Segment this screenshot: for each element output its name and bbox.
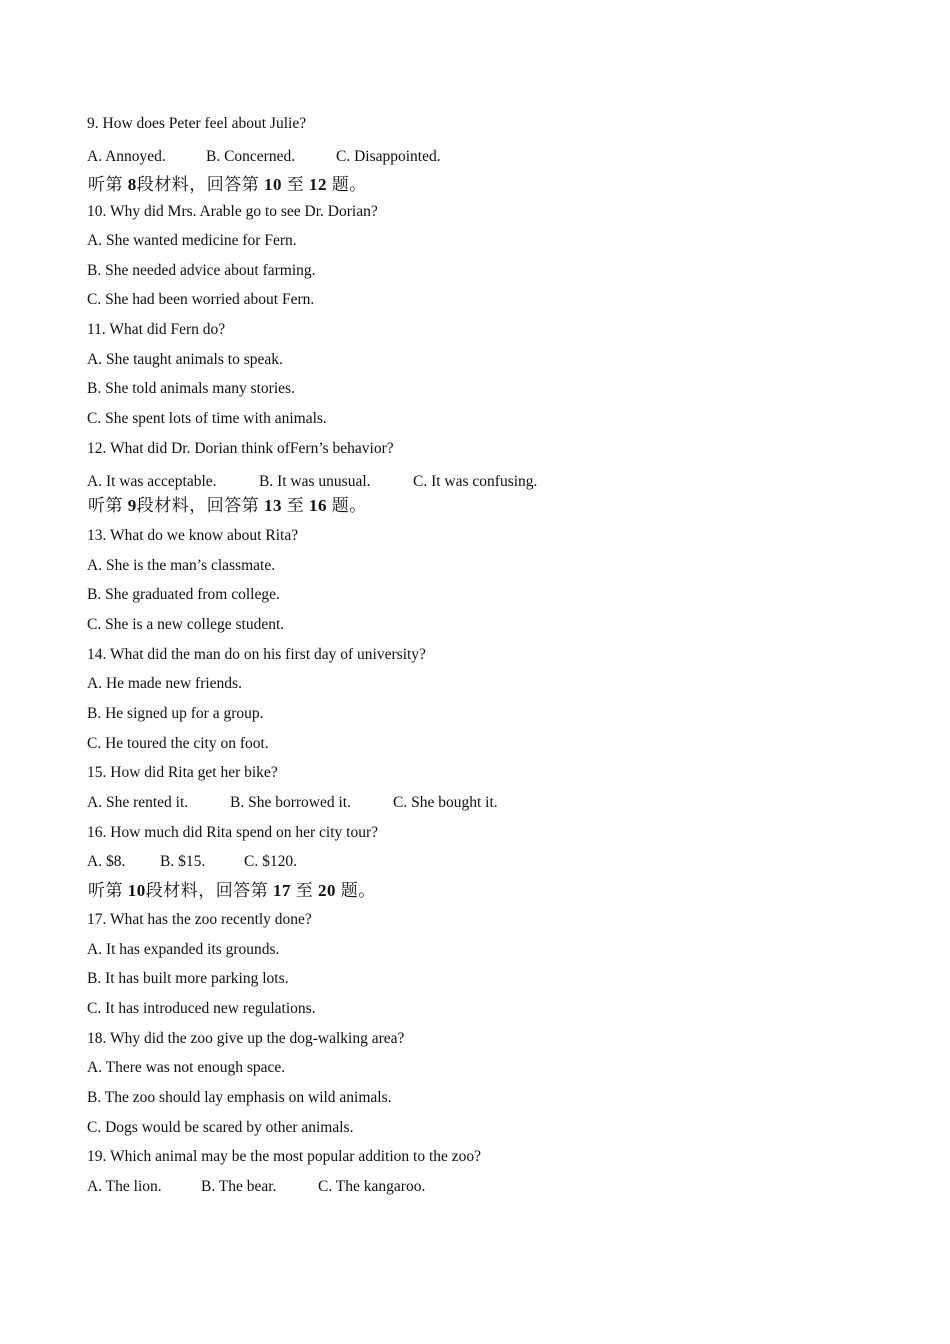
question-12: 12. What did Dr. Dorian think ofFern’s behavior? [87, 440, 394, 457]
heading-text: 段材料，回答第 [136, 175, 260, 194]
question-15: 15. How did Rita get her bike? [87, 764, 278, 781]
option-b: B. It was unusual. [259, 473, 371, 490]
option-b: B. The zoo should lay emphasis on wild animals. [87, 1089, 392, 1106]
heading-text: 题。 [331, 496, 367, 515]
option-a: A. It has expanded its grounds. [87, 941, 280, 958]
question-12-options [87, 472, 537, 492]
question-14: 14. What did the man do on his first day of university? [87, 646, 426, 663]
heading-text: 至 [295, 881, 314, 900]
option-b: B. Concerned. [206, 148, 296, 165]
question-10: 10. Why did Mrs. Arable go to see Dr. Dorian? [87, 203, 378, 220]
option-a: A. The lion. [87, 1178, 162, 1195]
option-a: A. $8. [87, 853, 126, 870]
heading-number: 12 [309, 175, 327, 194]
heading-number: 9 [127, 496, 137, 515]
question-16: 16. How much did Rita spend on her city tour? [87, 824, 379, 841]
option-b: B. She needed advice about farming. [87, 262, 316, 279]
option-a: A. She wanted medicine for Fern. [87, 232, 297, 249]
question-16-options [87, 852, 297, 872]
option-c: C. Dogs would be scared by other animals. [87, 1119, 354, 1136]
question-9-options [87, 147, 441, 167]
question-19: 19. Which animal may be the most popular addition to the zoo? [87, 1148, 482, 1165]
heading-number: 10 [127, 881, 146, 900]
section-heading-8 [88, 174, 367, 196]
option-c: C. It was confusing. [413, 473, 538, 490]
heading-text: 段材料，回答第 [136, 496, 260, 515]
question-17: 17. What has the zoo recently done? [87, 911, 312, 928]
option-a: A. She taught animals to speak. [87, 351, 283, 368]
option-c: C. She had been worried about Fern. [87, 291, 315, 308]
question-19-options [87, 1177, 425, 1197]
heading-number: 20 [318, 881, 336, 900]
section-heading-10 [88, 880, 376, 902]
heading-text: 听第 [88, 175, 123, 194]
question-11: 11. What did Fern do? [87, 321, 226, 338]
option-b: B. It has built more parking lots. [87, 970, 289, 987]
option-a: A. There was not enough space. [87, 1059, 286, 1076]
heading-text: 听第 [88, 881, 123, 900]
question-13: 13. What do we know about Rita? [87, 527, 299, 544]
heading-number: 17 [273, 881, 291, 900]
question-9: 9. How does Peter feel about Julie? [87, 115, 307, 132]
heading-text: 至 [286, 175, 305, 194]
heading-text: 至 [286, 496, 305, 515]
option-b: B. She told animals many stories. [87, 380, 295, 397]
option-c: C. Disappointed. [336, 148, 441, 165]
option-b: B. She borrowed it. [230, 794, 351, 811]
question-15-options [87, 793, 498, 813]
heading-number: 16 [309, 496, 327, 515]
heading-text: 听第 [88, 496, 123, 515]
heading-number: 8 [127, 175, 137, 194]
heading-number: 10 [264, 175, 282, 194]
option-a: A. Annoyed. [87, 148, 166, 165]
option-a: A. He made new friends. [87, 675, 242, 692]
option-a: A. She is the man’s classmate. [87, 557, 276, 574]
option-c: C. It has introduced new regulations. [87, 1000, 316, 1017]
option-c: C. She is a new college student. [87, 616, 285, 633]
option-b: B. $15. [160, 853, 206, 870]
question-18: 18. Why did the zoo give up the dog-walking area? [87, 1030, 405, 1047]
heading-text: 题。 [331, 175, 367, 194]
option-a: A. It was acceptable. [87, 473, 217, 490]
option-c: C. She spent lots of time with animals. [87, 410, 327, 427]
heading-text: 题。 [340, 881, 376, 900]
option-c: C. $120. [244, 853, 297, 870]
option-a: A. She rented it. [87, 794, 189, 811]
option-b: B. The bear. [201, 1178, 277, 1195]
section-heading-9 [88, 495, 367, 517]
heading-text: 段材料，回答第 [145, 881, 269, 900]
option-c: C. The kangaroo. [318, 1178, 426, 1195]
option-c: C. She bought it. [393, 794, 498, 811]
heading-number: 13 [264, 496, 282, 515]
option-b: B. He signed up for a group. [87, 705, 264, 722]
option-c: C. He toured the city on foot. [87, 735, 269, 752]
option-b: B. She graduated from college. [87, 586, 280, 603]
